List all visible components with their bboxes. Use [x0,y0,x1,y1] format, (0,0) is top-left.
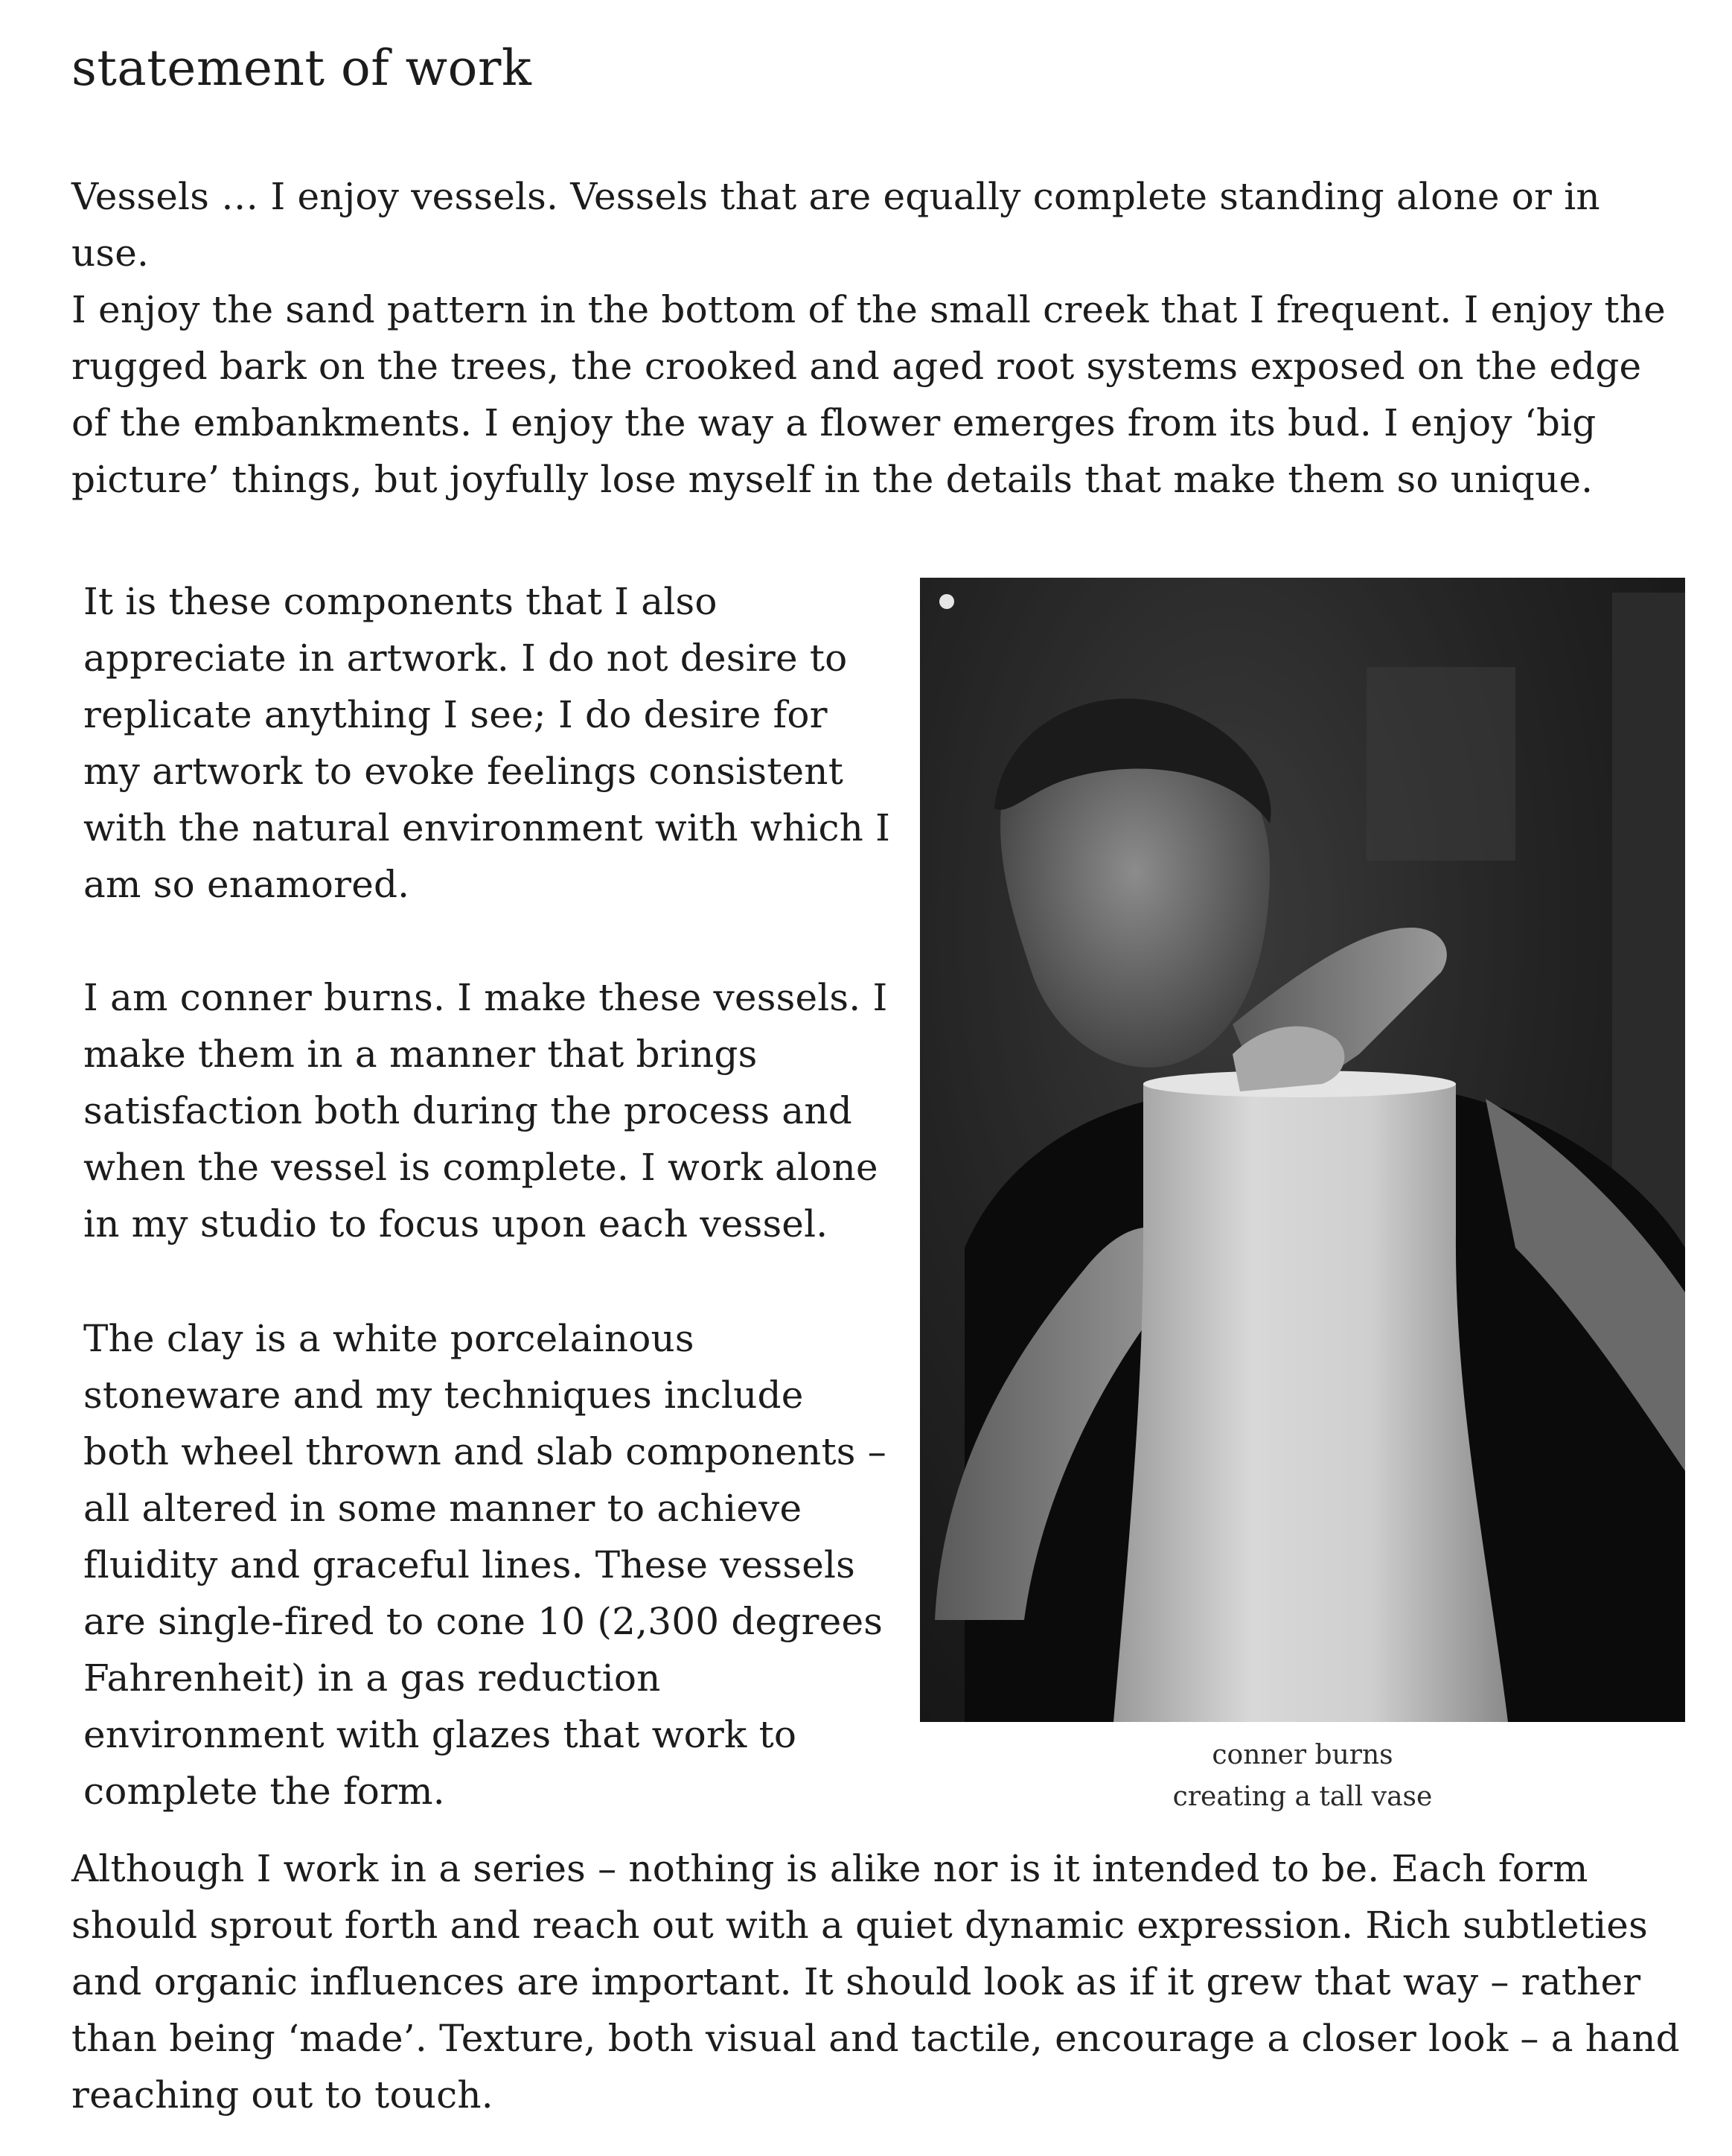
paragraph-series: Although I work in a series – nothing is alike nor is it intended to be. Each form should sprout forth and reach out with a quiet dynamic expression. Rich subtleties and organic influences are important. It should look as if it grew that way – rather than being ‘made’. Texture, both visual and tactile, encourage a closer look – a hand reaching out to touch. [71,1847,1680,2117]
paragraph-vessels-intro: Vessels … I enjoy vessels. Vessels that are equally complete standing alone or in use. [71,175,1600,275]
page-title: statement of work [71,39,532,97]
caption-description: creating a tall vase [1172,1782,1433,1812]
paragraph-nature: I enjoy the sand pattern in the bottom of the small creek that I frequent. I enjoy the rugged bark on the trees, the crooked and aged root systems exposed on the edge of the embankments. I enjoy the way a flower emerges from its bud. I enjoy ‘big picture’ things, but joyfully lose myself in the details that make them so unique. [71,288,1666,501]
caption-name: conner burns [1212,1740,1393,1770]
photo-caption [920,1735,1685,1818]
paragraph-about-artist: I am conner burns. I make these vessels. I make them in a manner that brings satisfaction both during the process and when the vessel is complete. I work alone in my studio to focus upon each vessel. [83,976,888,1246]
paragraph-clay-technique: The clay is a white porcelainous stoneware and my techniques include both wheel thrown and slab components – all altered in some manner to achieve fluidity and graceful lines. These vessels are single-fired to cone 10 (2,300 degrees Fahrenheit) in a gas reduction environment with glazes that work to complete the form. [83,1317,886,1813]
artist-photo [920,578,1685,1722]
paragraph-components: It is these components that I also appreciate in artwork. I do not desire to replicate anything I see; I do desire for my artwork to evoke feelings consistent with the natural environment with which I am so enamored. [83,580,891,906]
